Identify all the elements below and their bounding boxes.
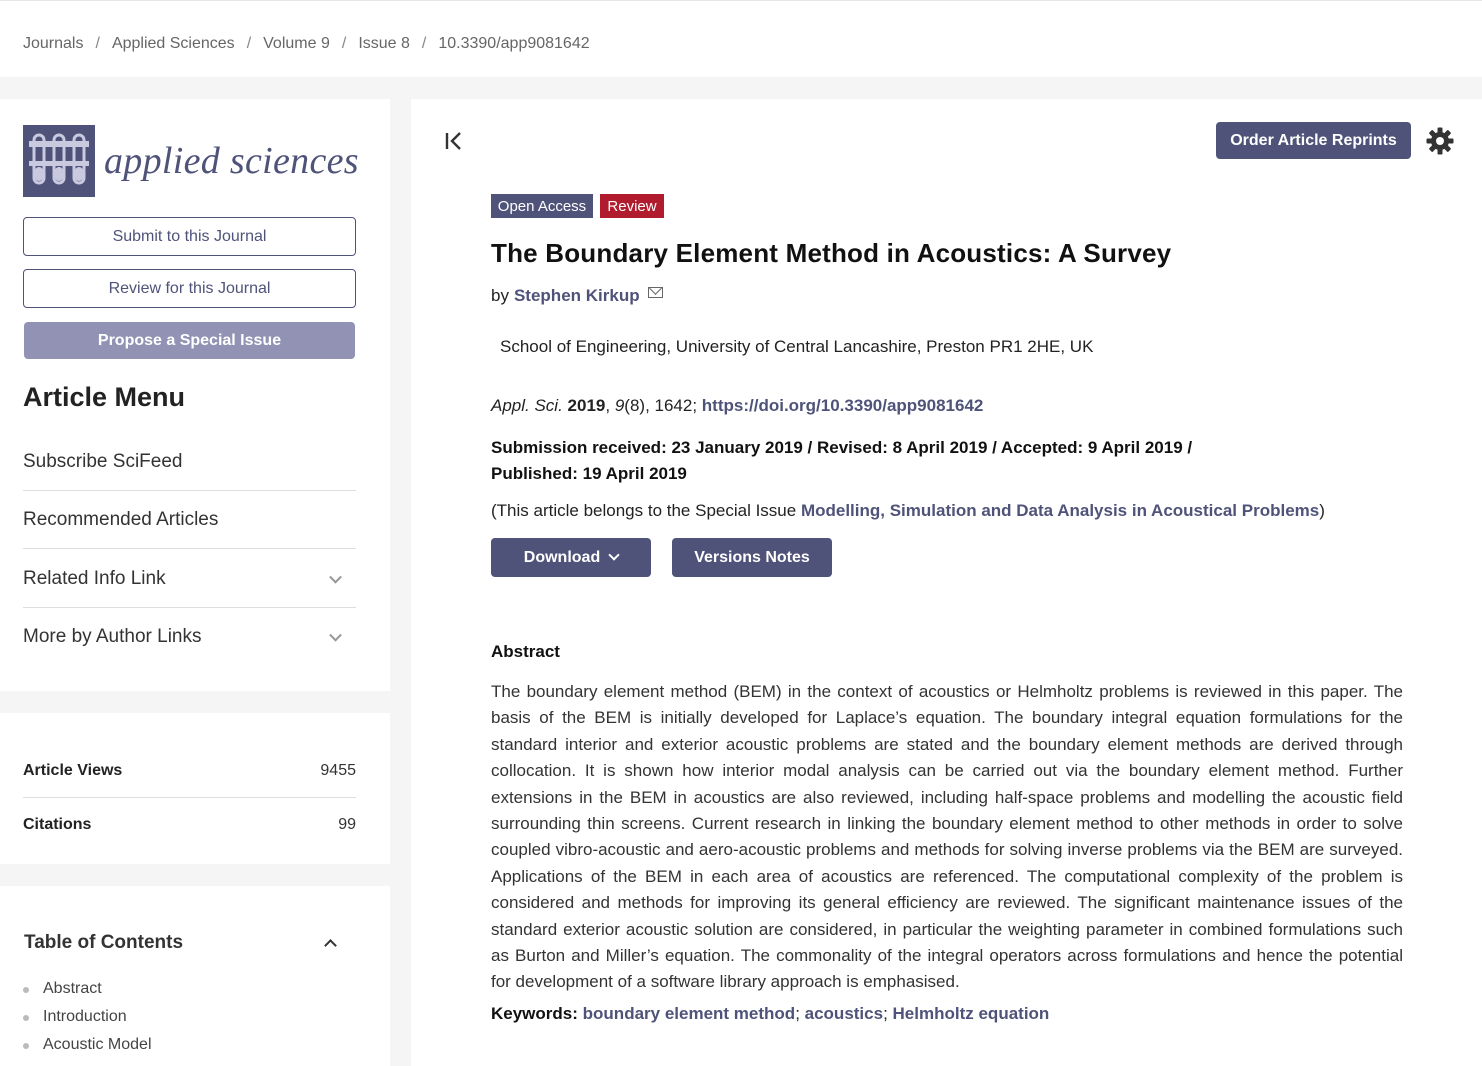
journal-logo[interactable] — [23, 125, 359, 197]
chevron-down-icon — [329, 570, 342, 583]
article-title: The Boundary Element Method in Acoustics: A Survey — [491, 238, 1172, 268]
byline-prefix: by — [491, 286, 509, 305]
toc-item-acoustic-model[interactable]: Acoustic Model — [43, 1036, 152, 1053]
citation-volume: 9 — [614, 396, 625, 415]
article-panel — [411, 99, 1482, 1066]
metric-article-views — [23, 744, 356, 798]
gear-icon[interactable] — [1425, 126, 1455, 156]
menu-item-label: Recommended Articles — [23, 508, 219, 530]
breadcrumb — [23, 35, 590, 53]
chevron-down-icon — [609, 549, 620, 560]
metric-value: 9455 — [320, 761, 356, 779]
submit-to-journal-button[interactable]: Submit to this Journal — [23, 217, 356, 256]
keywords-label: Keywords: — [491, 1004, 578, 1023]
menu-item-related-info-link[interactable] — [23, 550, 356, 608]
citation-issue-pages: (8), 1642; — [624, 396, 702, 415]
dates-line-2: Published: 19 April 2019 — [491, 464, 687, 483]
citation-journal: Appl. Sci. — [491, 396, 563, 415]
test-tubes-icon — [23, 125, 95, 197]
metric-citations — [23, 798, 356, 852]
keyword-link[interactable]: acoustics — [804, 1004, 884, 1023]
open-access-badge[interactable]: Open Access — [491, 194, 593, 218]
special-issue-suffix: ) — [1319, 501, 1325, 520]
author-link[interactable]: Stephen Kirkup — [513, 286, 640, 305]
top-bar — [0, 0, 1482, 77]
metric-value: 99 — [338, 816, 356, 833]
sidebar-metrics-card — [0, 713, 390, 864]
chevron-up-icon[interactable] — [324, 939, 337, 952]
breadcrumb-doi: 10.3390/app9081642 — [438, 35, 590, 52]
breadcrumb-separator: / — [421, 35, 427, 52]
special-issue-link[interactable]: Modelling, Simulation and Data Analysis in Acoustical Problems — [800, 501, 1320, 520]
article-menu-title: Article Menu — [23, 382, 186, 412]
citation-comma: , — [605, 396, 615, 415]
citation-year: 2019 — [567, 396, 606, 415]
toc-title[interactable]: Table of Contents — [24, 932, 184, 953]
metric-label: Citations — [23, 816, 92, 833]
sidebar-toc-card — [0, 886, 390, 1066]
menu-item-label: More by Author Links — [23, 626, 202, 647]
special-issue-prefix: (This article belongs to the Special Issue — [491, 501, 801, 520]
breadcrumb-separator: / — [341, 35, 347, 52]
sidebar-article-menu-card — [0, 99, 390, 691]
journal-logo-text: applied sciences — [104, 140, 359, 182]
doi-link[interactable]: https://doi.org/10.3390/app9081642 — [701, 396, 984, 415]
order-reprints-button[interactable]: Order Article Reprints — [1216, 122, 1411, 159]
breadcrumb-volume[interactable]: Volume 9 — [263, 35, 330, 52]
chevron-down-icon — [329, 629, 342, 642]
toc-item-introduction[interactable]: Introduction — [43, 1008, 127, 1025]
collapse-sidebar-icon[interactable] — [444, 130, 464, 152]
keyword-link[interactable]: Helmholtz equation — [892, 1004, 1050, 1023]
breadcrumb-separator: / — [95, 35, 100, 52]
mail-icon[interactable] — [648, 287, 663, 298]
byline — [491, 286, 663, 306]
keyword-link[interactable]: boundary element method — [582, 1004, 796, 1023]
breadcrumb-applied-sciences[interactable]: Applied Sciences — [111, 35, 235, 52]
special-issue-note — [491, 501, 1325, 521]
breadcrumb-separator: / — [246, 35, 252, 52]
versions-notes-button[interactable]: Versions Notes — [672, 538, 832, 577]
toc-item-abstract[interactable]: Abstract — [43, 980, 102, 997]
propose-special-issue-button[interactable]: Propose a Special Issue — [24, 322, 355, 359]
abstract-heading: Abstract — [491, 642, 560, 661]
menu-item-label: Subscribe SciFeed — [23, 450, 183, 472]
breadcrumb-journals[interactable]: Journals — [23, 35, 84, 52]
keywords: Keywords: boundary element method; acoustics; Helmholtz equation — [491, 1004, 1050, 1023]
abstract-text: The boundary element method (BEM) in the context of acoustics or Helmholtz problems is reviewed in this paper. The basis of the BEM is initially developed for Laplace’s equation. The boundary integral equation formulations for the standard interior and exterior acoustic problems are stated and the boundary element methods are derived through collocation. It is shown how interior modal analysis can be carried out via the boundary element method. Further extensions in the BEM in acoustics are also reviewed, including half-space problems and modelling the acoustic field surrounding thin screens. Current research in linking the boundary element method to other methods in order to solve coupled vibro-acoustic and aero-acoustic problems and methods for solving inverse problems via the BEM are surveyed. Applications of the BEM in each area of acoustics are referenced. The computational complexity of the problem is considered and methods for improving its general efficiency are reviewed. The significant maintenance issues of the standard exterior acoustic solution are considered, in particular the weighting parameter in combined formulations such as Burton and Miller’s equation. The commonality of the integral operators across formulations and hence the potential for development of a software library approach is emphasised. — [491, 682, 1403, 992]
citation-line — [491, 396, 983, 416]
download-label: Download — [523, 548, 601, 566]
review-for-journal-button[interactable]: Review for this Journal — [23, 269, 356, 308]
dates-line-1: Submission received: 23 January 2019 / Revised: 8 April 2019 / Accepted: 9 April 2019 / — [491, 438, 1193, 457]
menu-item-subscribe-scifeed[interactable] — [23, 433, 356, 491]
breadcrumb-issue[interactable]: Issue 8 — [358, 35, 410, 52]
download-button[interactable] — [491, 538, 651, 577]
menu-item-label: Related Info Link — [23, 567, 166, 589]
menu-item-recommended-articles[interactable] — [23, 491, 356, 549]
menu-item-more-by-author[interactable] — [23, 608, 356, 666]
review-badge: Review — [600, 194, 664, 218]
metric-label: Article Views — [23, 761, 123, 779]
publication-dates — [491, 435, 1251, 487]
affiliation: School of Engineering, University of Central Lancashire, Preston PR1 2HE, UK — [500, 337, 1094, 356]
